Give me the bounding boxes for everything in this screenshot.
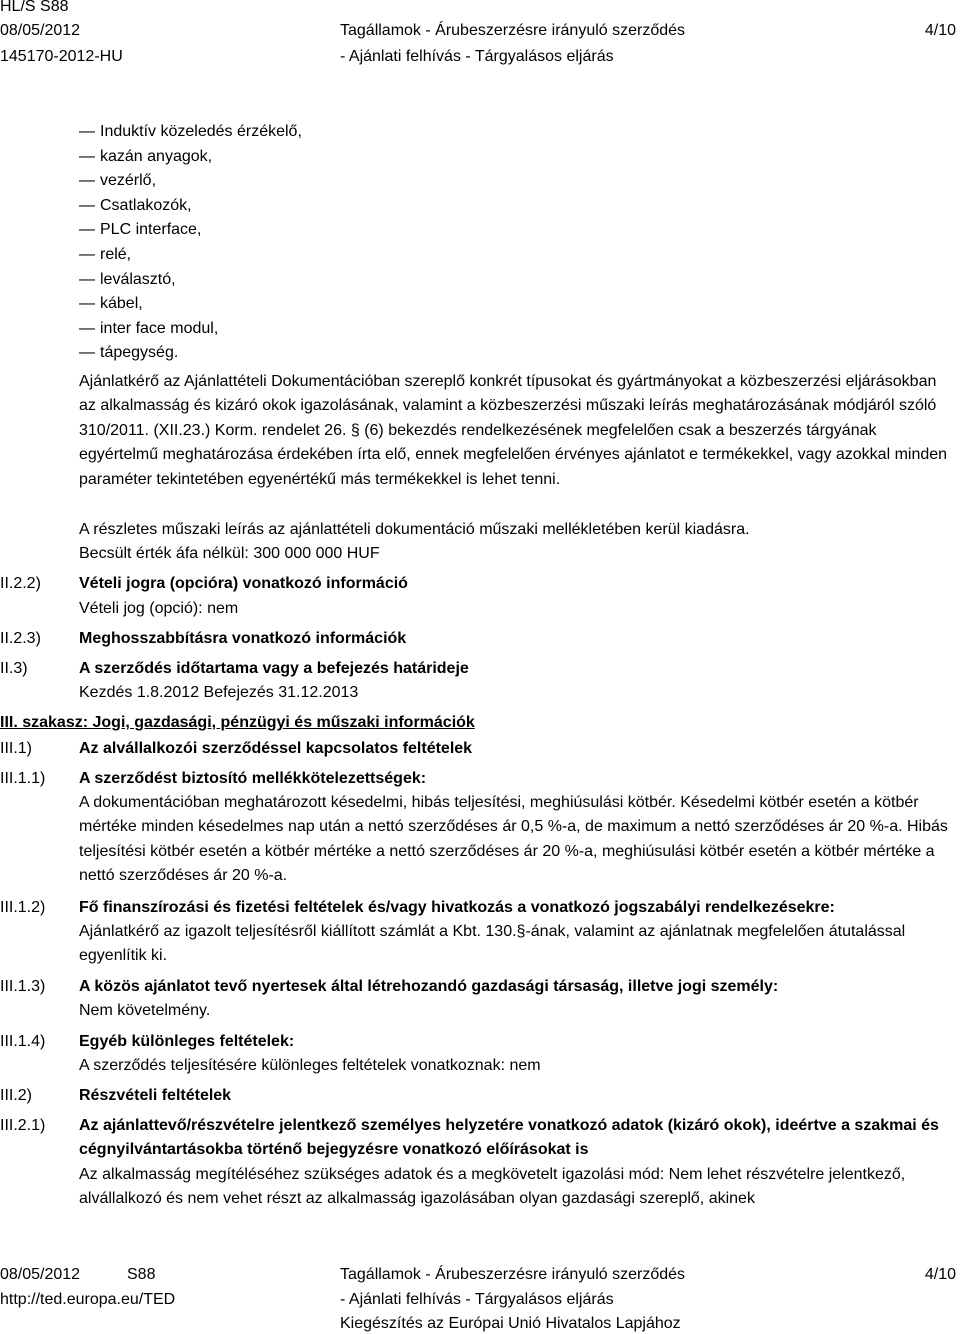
section-heading: Meghosszabbításra vonatkozó információk — [79, 630, 407, 647]
body-paragraph: A részletes műszaki leírás az ajánlattételi dokumentáció műszaki mellékletében kerül kiadásra. — [79, 521, 750, 538]
list-item: — PLC interface, — [79, 218, 302, 243]
part-title: III. szakasz: Jogi, gazdasági, pénzügyi és műszaki információk — [0, 714, 475, 731]
list-item: — tápegység. — [79, 341, 302, 366]
section-text: Nem követelmény. — [79, 1002, 211, 1019]
footer-title-line1: Tagállamok - Árubeszerzésre irányuló szerződés — [340, 1266, 686, 1283]
section-heading: A szerződés időtartama vagy a befejezés határideje — [79, 660, 469, 677]
section-heading: Vételi jogra (opcióra) vonatkozó információ — [79, 575, 408, 592]
section-heading: Fő finanszírozási és fizetési feltételek és/vagy hivatkozás a vonatkozó jogszabályi rendelkezésekre: — [79, 899, 835, 916]
section-text: Ajánlatkérő az igazolt teljesítésről kiállított számlát a Kbt. 130.§-ának, valamint az ajánlatnak megfelelően átutalással egyenlítik ki. — [79, 923, 906, 965]
list-item: — Csatlakozók, — [79, 194, 302, 219]
list-item: — vezérlő, — [79, 169, 302, 194]
list-item: — kábel, — [79, 292, 302, 317]
header-page: 4/10 — [924, 22, 956, 39]
list-item: — inter face modul, — [79, 317, 302, 342]
section-heading: Az ajánlattevő/részvételre jelentkező személyes helyzetére vonatkozó adatok (kizáró okok), ideértve a szakmai és cégnyilvántartásokba történő bejegyzésre vonatkozó előírásokat is — [79, 1117, 939, 1159]
section-heading: Részvételi feltételek — [79, 1087, 232, 1104]
section-text: Az alkalmasság megítéléséhez szükséges adatok és a megkövetelt igazolási mód: Nem lehet részvételre jelentkező, alvállalkozó és nem vehet részt az alkalmasság igazolásában olyan gazdasági szereplő, akinek — [79, 1166, 906, 1208]
list-item: — relé, — [79, 243, 302, 268]
doc-id: HL/S S88 — [0, 0, 69, 15]
header-title-line2: - Ajánlati felhívás - Tárgyalásos eljárás — [340, 48, 614, 65]
section-code: III.2) — [0, 1087, 33, 1104]
section-code: III.1) — [0, 740, 33, 757]
header-title-line1: Tagállamok - Árubeszerzésre irányuló szerződés — [340, 22, 686, 39]
section-code: II.2.3) — [0, 630, 41, 647]
estimated-value: Becsült érték áfa nélkül: 300 000 000 HUF — [79, 545, 380, 562]
section-text: Vételi jog (opció): nem — [79, 600, 239, 617]
section-code: II.2.2) — [0, 575, 41, 592]
footer-title-line3: Kiegészítés az Európai Unió Hivatalos Lapjához — [340, 1315, 681, 1332]
product-list — [79, 120, 302, 366]
section-code: III.1.3) — [0, 978, 46, 995]
section-text: A szerződés teljesítésére különleges feltételek vonatkoznak: nem — [79, 1057, 541, 1074]
list-item: — kazán anyagok, — [79, 145, 302, 170]
section-code: III.2.1) — [0, 1117, 46, 1134]
body-paragraph: Ajánlatkérő az Ajánlattételi Dokumentációban szereplő konkrét típusokat és gyártmányokat a közbeszerzési eljárásokban az alkalmasság és kizáró okok igazolásának, valamint a közbeszerzési műszaki leírás meghatározásának módjáról szóló 310/2011. (XII.23.) Korm. rendelet 26. § (6) bekezdés rendelkezésének megfelelően csak a beszerzés tárgyának egyértelmű meghatározása érdekében írta elő, ennek megfelelően érvényes ajánlatot e termékekkel, vagy azokkal minden paraméter tekintetében egyenértékű más termékekkel is lehet tenni. — [79, 373, 948, 488]
footer-page: 4/10 — [924, 1266, 956, 1283]
footer-url: http://ted.europa.eu/TED — [0, 1291, 176, 1308]
header-ref: 145170-2012-HU — [0, 48, 123, 65]
section-code: III.1.2) — [0, 899, 46, 916]
section-heading: A közös ajánlatot tevő nyertesek által létrehozandó gazdasági társaság, illetve jogi személy: — [79, 978, 779, 995]
section-code: III.1.1) — [0, 770, 46, 787]
list-item: — Induktív közeledés érzékelő, — [79, 120, 302, 145]
header-date: 08/05/2012 — [0, 22, 81, 39]
section-text: Kezdés 1.8.2012 Befejezés 31.12.2013 — [79, 684, 359, 701]
list-item: — leválasztó, — [79, 268, 302, 293]
section-heading: Az alvállalkozói szerződéssel kapcsolatos feltételek — [79, 740, 473, 757]
footer-title-line2: - Ajánlati felhívás - Tárgyalásos eljárás — [340, 1291, 614, 1308]
section-heading: A szerződést biztosító mellékkötelezettségek: — [79, 770, 427, 787]
section-code: III.1.4) — [0, 1033, 46, 1050]
section-code: II.3) — [0, 660, 28, 677]
footer-series: S88 — [127, 1266, 156, 1283]
section-text: A dokumentációban meghatározott késedelmi, hibás teljesítési, meghiúsulási kötbér. Késedelmi kötbér esetén a kötbér mértéke minden késedelmes nap után a nettó szerződéses ár 0,5 %-a, de maximum a nettó szerződéses ár 20 %-a. Hibás teljesítési kötbér esetén a kötbér mértéke a nettó szerződéses ár 20 %-a, meghiúsulási kötbér esetén a kötbér mértéke a nettó szerződéses ár 20 %-a. — [79, 794, 948, 885]
footer-date: 08/05/2012 — [0, 1266, 81, 1283]
section-heading: Egyéb különleges feltételek: — [79, 1033, 295, 1050]
